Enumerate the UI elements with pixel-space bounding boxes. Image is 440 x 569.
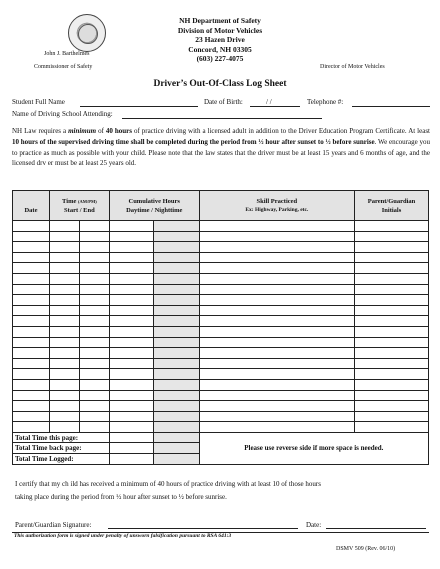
log-row — [13, 326, 429, 337]
skill-cell[interactable] — [199, 422, 354, 433]
nighttime-cell[interactable] — [153, 379, 199, 390]
date-cell[interactable] — [13, 295, 50, 306]
date-cell[interactable] — [13, 252, 50, 263]
total-back-day[interactable] — [109, 443, 153, 454]
total-logged-night[interactable] — [153, 454, 199, 465]
nighttime-cell[interactable] — [153, 401, 199, 412]
time-start-cell[interactable] — [49, 273, 79, 284]
col-parent-initials: Parent/Guardian Initials — [355, 191, 429, 221]
daytime-cell[interactable] — [109, 422, 153, 433]
initials-cell[interactable] — [355, 231, 429, 242]
dob-field[interactable] — [250, 106, 300, 107]
skill-cell[interactable] — [199, 284, 354, 295]
signature-field[interactable] — [108, 528, 298, 529]
para-text-3: . We encourage you to practice as much as possible with your child. Please note that the law states that the driver must be at least 15 years and 6 months of age, and the licensed drv er must be at least 25 years old. — [12, 137, 430, 168]
log-row — [13, 242, 429, 253]
street-address: 23 Hazen Drive — [195, 35, 245, 45]
telephone-label: Telephone #: — [307, 98, 344, 106]
daytime-cell[interactable] — [109, 337, 153, 348]
col-time: Time (AM/PM) Start / End — [49, 191, 109, 221]
time-start-cell[interactable] — [49, 326, 79, 337]
time-start-cell[interactable] — [49, 379, 79, 390]
skill-cell[interactable] — [199, 305, 354, 316]
initials-cell[interactable] — [355, 273, 429, 284]
log-row — [13, 252, 429, 263]
initials-cell[interactable] — [355, 284, 429, 295]
division-name: Division of Motor Vehicles — [177, 25, 263, 35]
daytime-cell[interactable] — [109, 273, 153, 284]
para-bold-rule: 10 hours of the supervised driving time shall be completed during the period from ½ hour after sunset to ½ before sunrise — [12, 137, 375, 146]
time-start-cell[interactable] — [49, 231, 79, 242]
footer-note: This authorization form is signed under penalty of unsworn falsification pursuant to RSA 641:3 — [14, 533, 232, 539]
log-row — [13, 337, 429, 348]
nighttime-cell[interactable] — [153, 337, 199, 348]
nighttime-cell[interactable] — [153, 358, 199, 369]
nighttime-cell[interactable] — [153, 273, 199, 284]
time-start-cell[interactable] — [49, 401, 79, 412]
time-end-cell[interactable] — [79, 379, 109, 390]
signature-label: Parent/Guardian Signature: — [15, 521, 92, 529]
log-row — [13, 422, 429, 433]
date-cell[interactable] — [13, 390, 50, 401]
time-start-cell[interactable] — [49, 295, 79, 306]
time-start-cell[interactable] — [49, 263, 79, 274]
log-row — [13, 369, 429, 380]
form-revision: DSMV 509 (Rev. 06/10) — [336, 546, 396, 552]
form-title: Driver’s Out-Of-Class Log Sheet — [153, 79, 287, 89]
log-row — [13, 379, 429, 390]
student-name-field[interactable] — [80, 106, 198, 107]
date-cell[interactable] — [13, 273, 50, 284]
telephone-field[interactable] — [352, 106, 430, 107]
time-start-cell[interactable] — [49, 369, 79, 380]
nighttime-cell[interactable] — [153, 252, 199, 263]
initials-cell[interactable] — [355, 221, 429, 232]
nighttime-cell[interactable] — [153, 369, 199, 380]
dob-label: Date of Birth: — [204, 98, 243, 106]
date-cell[interactable] — [13, 379, 50, 390]
commissioner-title: Commissioner of Safety — [34, 64, 93, 70]
para-hours: 40 hours — [105, 127, 132, 135]
initials-cell[interactable] — [355, 337, 429, 348]
daytime-cell[interactable] — [109, 401, 153, 412]
date-cell[interactable] — [13, 422, 50, 433]
date-label: Date: — [306, 521, 322, 529]
nighttime-cell[interactable] — [153, 348, 199, 359]
daytime-cell[interactable] — [109, 369, 153, 380]
skill-cell[interactable] — [199, 273, 354, 284]
initials-cell[interactable] — [355, 242, 429, 253]
time-end-cell[interactable] — [79, 337, 109, 348]
reverse-side-note: Please use reverse side if more space is needed. — [199, 432, 428, 464]
nighttime-cell[interactable] — [153, 411, 199, 422]
initials-cell[interactable] — [355, 263, 429, 274]
total-page-day[interactable] — [109, 432, 153, 443]
date-cell[interactable] — [13, 369, 50, 380]
date-cell[interactable] — [13, 263, 50, 274]
date-cell[interactable] — [13, 411, 50, 422]
log-row — [13, 348, 429, 359]
date-cell[interactable] — [13, 305, 50, 316]
para-text-1: NH Law requires a — [12, 127, 69, 135]
time-end-cell[interactable] — [79, 422, 109, 433]
skill-cell[interactable] — [199, 252, 354, 263]
nighttime-cell[interactable] — [153, 263, 199, 274]
total-back-night[interactable] — [153, 443, 199, 454]
time-start-cell[interactable] — [49, 390, 79, 401]
skill-cell[interactable] — [199, 348, 354, 359]
date-cell[interactable] — [13, 337, 50, 348]
daytime-cell[interactable] — [109, 305, 153, 316]
time-start-cell[interactable] — [49, 221, 79, 232]
time-end-cell[interactable] — [79, 263, 109, 274]
initials-cell[interactable] — [355, 316, 429, 327]
time-start-cell[interactable] — [49, 337, 79, 348]
initials-cell[interactable] — [355, 295, 429, 306]
time-end-cell[interactable] — [79, 411, 109, 422]
director-title: Director of Motor Vehicles — [320, 64, 385, 70]
log-row — [13, 390, 429, 401]
skill-cell[interactable] — [199, 263, 354, 274]
para-text-2: of practice driving with a licensed adult in addition to the Driver Education Program Certificate. At least — [131, 127, 430, 135]
skill-cell[interactable] — [199, 231, 354, 242]
nighttime-cell[interactable] — [153, 295, 199, 306]
city-address: Concord, NH 03305 — [188, 44, 252, 54]
log-row — [13, 221, 429, 232]
log-row — [13, 401, 429, 412]
skill-cell[interactable] — [199, 401, 354, 412]
time-end-cell[interactable] — [79, 284, 109, 295]
nighttime-cell[interactable] — [153, 221, 199, 232]
driving-school-label: Name of Driving — [12, 110, 60, 118]
skill-cell[interactable] — [199, 295, 354, 306]
initials-cell[interactable] — [355, 422, 429, 433]
time-end-cell[interactable] — [79, 242, 109, 253]
total-logged-label: Total Time Logged: — [13, 454, 110, 465]
log-row — [13, 316, 429, 327]
date-cell[interactable] — [13, 242, 50, 253]
skill-cell[interactable] — [199, 221, 354, 232]
log-row — [13, 263, 429, 274]
date-cell[interactable] — [13, 326, 50, 337]
skill-cell[interactable] — [199, 337, 354, 348]
nighttime-cell[interactable] — [153, 305, 199, 316]
date-cell[interactable] — [13, 316, 50, 327]
log-table — [12, 190, 429, 465]
time-start-cell[interactable] — [49, 348, 79, 359]
initials-cell[interactable] — [355, 358, 429, 369]
skill-cell[interactable] — [199, 369, 354, 380]
daytime-cell[interactable] — [109, 411, 153, 422]
initials-cell[interactable] — [355, 401, 429, 412]
daytime-cell[interactable] — [109, 231, 153, 242]
time-end-cell[interactable] — [79, 390, 109, 401]
log-row — [13, 284, 429, 295]
log-row — [13, 305, 429, 316]
daytime-cell[interactable] — [109, 390, 153, 401]
time-end-cell[interactable] — [79, 221, 109, 232]
time-end-cell[interactable] — [79, 252, 109, 263]
nighttime-cell[interactable] — [153, 326, 199, 337]
total-logged-day[interactable] — [109, 454, 153, 465]
phone-number: (603) 227-4075 — [196, 54, 244, 64]
skill-cell[interactable] — [199, 390, 354, 401]
initials-cell[interactable] — [355, 379, 429, 390]
skill-cell[interactable] — [199, 358, 354, 369]
time-end-cell[interactable] — [79, 326, 109, 337]
col-cumulative-hours: Cumulative Hours Daytime / Nighttime — [109, 191, 199, 221]
nighttime-cell[interactable] — [153, 242, 199, 253]
date-cell[interactable] — [13, 284, 50, 295]
time-end-cell[interactable] — [79, 369, 109, 380]
student-name-label: Student Full Name — [12, 98, 65, 106]
skill-cell[interactable] — [199, 379, 354, 390]
date-field[interactable] — [326, 528, 426, 529]
nh-seal-icon — [68, 14, 106, 52]
certify-line-1: I certify that my ch ild has received a minimum of 40 hours of practice driving with at least 10 of those hours — [15, 480, 321, 488]
time-start-cell[interactable] — [49, 422, 79, 433]
daytime-cell[interactable] — [109, 358, 153, 369]
nighttime-cell[interactable] — [153, 231, 199, 242]
daytime-cell[interactable] — [109, 348, 153, 359]
dob-separators: / / — [266, 98, 272, 106]
time-end-cell[interactable] — [79, 348, 109, 359]
nighttime-cell[interactable] — [153, 390, 199, 401]
daytime-cell[interactable] — [109, 252, 153, 263]
initials-cell[interactable] — [355, 305, 429, 316]
skill-cell[interactable] — [199, 316, 354, 327]
daytime-cell[interactable] — [109, 326, 153, 337]
daytime-cell[interactable] — [109, 242, 153, 253]
time-end-cell[interactable] — [79, 273, 109, 284]
date-cell[interactable] — [13, 401, 50, 412]
date-cell[interactable] — [13, 221, 50, 232]
initials-cell[interactable] — [355, 252, 429, 263]
time-end-cell[interactable] — [79, 295, 109, 306]
daytime-cell[interactable] — [109, 284, 153, 295]
time-end-cell[interactable] — [79, 305, 109, 316]
time-start-cell[interactable] — [49, 242, 79, 253]
daytime-cell[interactable] — [109, 316, 153, 327]
time-start-cell[interactable] — [49, 411, 79, 422]
skill-cell[interactable] — [199, 411, 354, 422]
time-start-cell[interactable] — [49, 284, 79, 295]
law-paragraph — [12, 126, 430, 169]
initials-cell[interactable] — [355, 326, 429, 337]
time-start-cell[interactable] — [49, 252, 79, 263]
log-row — [13, 358, 429, 369]
commissioner-name: John J. Barthelmes — [44, 51, 90, 57]
total-page-night[interactable] — [153, 432, 199, 443]
col-date: Date — [13, 191, 50, 221]
time-start-cell[interactable] — [49, 316, 79, 327]
daytime-cell[interactable] — [109, 263, 153, 274]
nighttime-cell[interactable] — [153, 422, 199, 433]
daytime-cell[interactable] — [109, 221, 153, 232]
skill-cell[interactable] — [199, 242, 354, 253]
time-end-cell[interactable] — [79, 358, 109, 369]
certify-line-2: taking place during the period from ½ hour after sunset to ½ before sunrise. — [15, 492, 227, 501]
time-end-cell[interactable] — [79, 231, 109, 242]
col-skill-practiced: Skill Practiced Ex: Highway, Parking, etc. — [199, 191, 354, 221]
initials-cell[interactable] — [355, 411, 429, 422]
log-row — [13, 411, 429, 422]
nighttime-cell[interactable] — [153, 284, 199, 295]
agency-header — [140, 16, 300, 64]
time-end-cell[interactable] — [79, 316, 109, 327]
para-minimum: minimum — [68, 127, 97, 135]
para-of: of — [96, 127, 106, 135]
school-attending-field[interactable] — [122, 118, 322, 119]
log-row — [13, 273, 429, 284]
time-start-cell[interactable] — [49, 305, 79, 316]
time-start-cell[interactable] — [49, 358, 79, 369]
date-cell[interactable] — [13, 348, 50, 359]
log-row — [13, 231, 429, 242]
date-cell[interactable] — [13, 358, 50, 369]
daytime-cell[interactable] — [109, 379, 153, 390]
daytime-cell[interactable] — [109, 295, 153, 306]
nighttime-cell[interactable] — [153, 316, 199, 327]
log-row — [13, 295, 429, 306]
skill-cell[interactable] — [199, 326, 354, 337]
date-cell[interactable] — [13, 231, 50, 242]
school-attending-label: School Attending: — [62, 110, 113, 118]
total-this-page-label: Total Time this page: — [13, 432, 110, 443]
total-back-page-label: Total Time back page: — [13, 443, 110, 454]
initials-cell[interactable] — [355, 390, 429, 401]
initials-cell[interactable] — [355, 348, 429, 359]
dept-name: NH Department of Safety — [179, 16, 261, 25]
initials-cell[interactable] — [355, 369, 429, 380]
certification — [15, 478, 430, 503]
time-end-cell[interactable] — [79, 401, 109, 412]
